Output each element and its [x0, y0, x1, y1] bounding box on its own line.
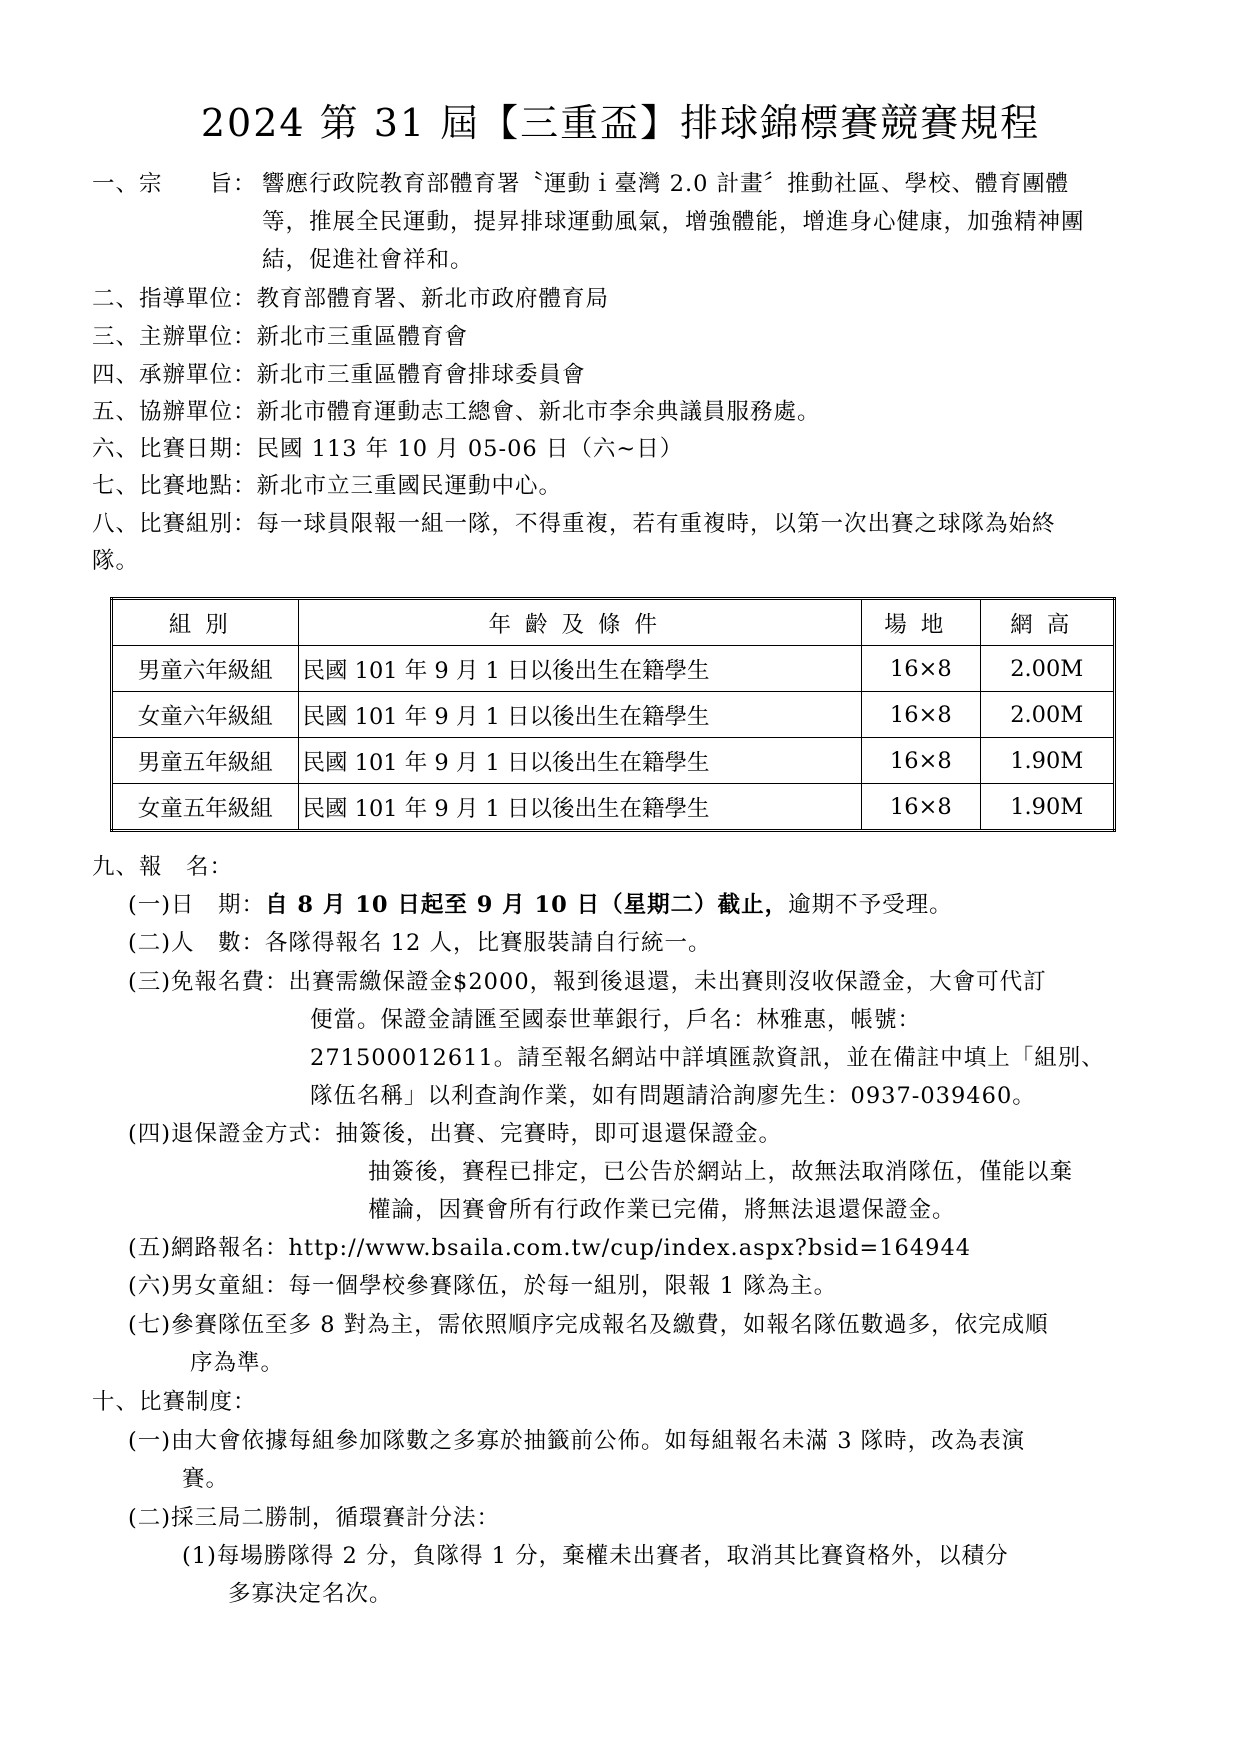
registration-item-1 — [128, 890, 953, 920]
organizer-line: 三、主辦單位：新北市三重區體育會 — [92, 324, 469, 350]
cell-net-height: 2.00M — [980, 646, 1114, 692]
cell-conditions: 民國 101 年 9 月 1 日以後出生在籍學生 — [298, 738, 862, 784]
format-item-1-line-2: 賽。 — [182, 1466, 230, 1492]
cell-conditions: 民國 101 年 9 月 1 日以後出生在籍學生 — [298, 692, 862, 738]
table-row — [112, 784, 1115, 831]
cell-conditions: 民國 101 年 9 月 1 日以後出生在籍學生 — [298, 784, 862, 831]
registration-item-5: (五)網路報名：http://www.bsaila.com.tw/cup/index.aspx?bsid=164944 — [128, 1235, 972, 1261]
document-title: 2024 第 31 屆【三重盃】排球錦標賽競賽規程 — [200, 101, 1041, 145]
table-row — [112, 646, 1115, 692]
groups-table — [110, 597, 1116, 832]
cell-court: 16×8 — [862, 738, 980, 784]
table-row — [112, 738, 1115, 784]
executor-line: 四、承辦單位：新北市三重區體育會排球委員會 — [92, 362, 586, 388]
registration-heading: 九、報 名： — [92, 854, 234, 880]
groups-intro-line-1: 八、比賽組別：每一球員限報一組一隊，不得重複，若有重複時，以第一次出賽之球隊為始終 — [92, 511, 1056, 537]
co-organizer-line: 五、協辦單位：新北市體育運動志工總會、新北市李余典議員服務處。 — [92, 399, 821, 425]
registration-item-7-line-2: 序為準。 — [190, 1350, 285, 1376]
registration-item-4-line-3: 權論，因賽會所有行政作業已完備，將無法退還保證金。 — [368, 1197, 956, 1223]
date-line: 六、比賽日期：民國 113 年 10 月 05-06 日（六~日） — [92, 436, 684, 462]
cell-net-height: 1.90M — [980, 784, 1114, 831]
registration-item-3-line-1: (三)免報名費：出賽需繳保證金$2000，報到後退還，未出賽則沒收保證金，大會可代訂 — [128, 969, 1047, 995]
cell-group: 男童五年級組 — [112, 738, 299, 784]
registration-item-4-line-1: (四)退保證金方式：抽簽後，出賽、完賽時，即可退還保證金。 — [128, 1121, 783, 1147]
format-item-1-line-1: (一)由大會依據每組參加隊數之多寡於抽籤前公佈。如每組報名未滿 3 隊時，改為表演 — [128, 1428, 1026, 1454]
cell-court: 16×8 — [862, 692, 980, 738]
purpose-line-2: 等，推展全民運動，提昇排球運動風氣，增強體能，增進身心健康，加強精神團 — [262, 209, 1085, 235]
registration-item-3-line-2: 便當。保證金請匯至國泰世華銀行，戶名：林雅惠，帳號： — [310, 1007, 922, 1033]
registration-item-3-line-4: 隊伍名稱」以利查詢作業，如有問題請洽詢廖先生：0937-039460。 — [310, 1083, 1036, 1109]
registration-item-3-line-3: 271500012611。請至報名網站中詳填匯款資訊，並在備註中填上「組別、 — [310, 1045, 1105, 1071]
purpose-line-3: 結，促進社會祥和。 — [262, 247, 474, 273]
format-sub-1-line-2: 多寡決定名次。 — [228, 1581, 393, 1607]
registration-date-label: (一)日 期： — [128, 892, 266, 918]
header-conditions: 年齡及條件 — [298, 599, 862, 646]
registration-item-4-line-2: 抽簽後，賽程已排定，已公告於網站上，故無法取消隊伍，僅能以棄 — [368, 1159, 1074, 1185]
registration-item-6: (六)男女童組：每一個學校參賽隊伍，於每一組別，限報 1 隊為主。 — [128, 1273, 838, 1299]
cell-group: 男童六年級組 — [112, 646, 299, 692]
purpose-label: 一、宗 旨： — [92, 171, 257, 197]
header-net-height: 網高 — [980, 599, 1114, 646]
format-item-2: (二)採三局二勝制，循環賽計分法： — [128, 1505, 501, 1531]
registration-deadline: 自 8 月 10 日起至 9 月 10 日（星期二）截止， — [265, 892, 789, 918]
purpose-line-1: 響應行政院教育部體育署〝運動ｉ臺灣 2.0 計畫〞推動社區、學校、體育團體 — [262, 171, 1070, 197]
cell-court: 16×8 — [862, 784, 980, 831]
format-sub-1-line-1: (1)每場勝隊得 2 分，負隊得 1 分，棄權未出賽者，取消其比賽資格外，以積分 — [182, 1543, 1009, 1569]
cell-conditions: 民國 101 年 9 月 1 日以後出生在籍學生 — [298, 646, 862, 692]
table-header-row — [112, 599, 1115, 646]
cell-court: 16×8 — [862, 646, 980, 692]
registration-date-note: 逾期不予受理。 — [788, 892, 953, 918]
header-court: 場地 — [862, 599, 980, 646]
registration-item-7-line-1: (七)參賽隊伍至多 8 對為主，需依照順序完成報名及繳費，如報名隊伍數過多，依完成順 — [128, 1312, 1049, 1338]
header-group: 組別 — [112, 599, 299, 646]
cell-net-height: 2.00M — [980, 692, 1114, 738]
groups-intro-line-2: 隊。 — [92, 548, 140, 574]
cell-group: 女童六年級組 — [112, 692, 299, 738]
format-heading: 十、比賽制度： — [92, 1389, 257, 1415]
registration-item-2: (二)人 數：各隊得報名 12 人，比賽服裝請自行統一。 — [128, 930, 712, 956]
cell-group: 女童五年級組 — [112, 784, 299, 831]
supervisor-line: 二、指導單位：教育部體育署、新北市政府體育局 — [92, 286, 610, 312]
venue-line: 七、比賽地點：新北市立三重國民運動中心。 — [92, 473, 563, 499]
table-row — [112, 692, 1115, 738]
cell-net-height: 1.90M — [980, 738, 1114, 784]
